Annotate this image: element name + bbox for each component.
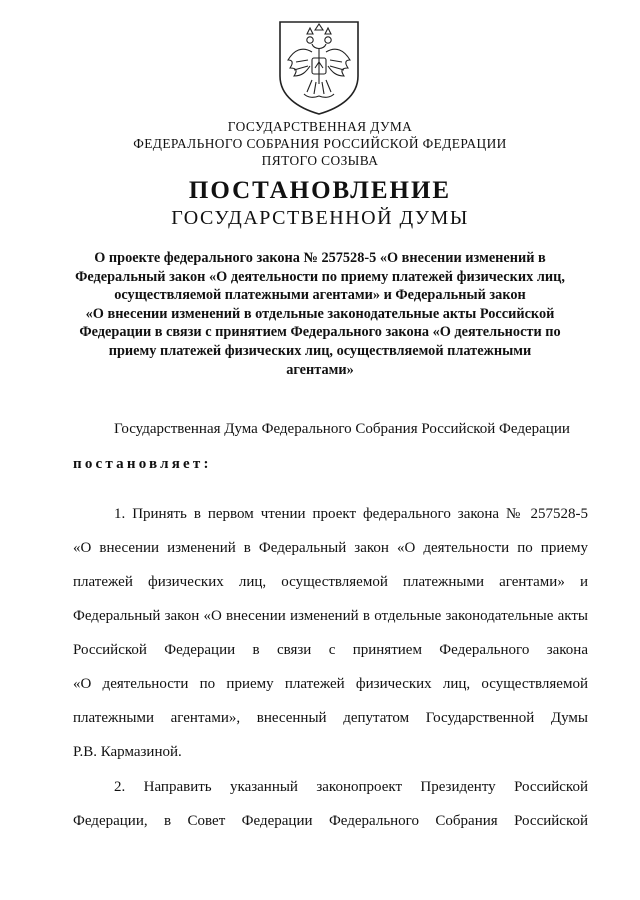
subject-line: О проекте федерального закона № 257528-5 «О внесении изменений в bbox=[94, 250, 546, 266]
subject-line: Федерации в связи с принятием Федерального закона «О деятельности по bbox=[79, 324, 561, 341]
header-line-1: ГОСУДАРСТВЕННАЯ ДУМА bbox=[227, 119, 413, 134]
item-1-line: Российской Федерации в связи с принятием Федерального закона bbox=[73, 642, 588, 658]
document-title: ПОСТАНОВЛЕНИЕ bbox=[188, 177, 452, 204]
document-subtitle: ГОСУДАРСТВЕННОЙ ДУМЫ bbox=[171, 207, 469, 229]
preamble-line: Государственная Дума Федерального Собрания Российской Федерации bbox=[114, 421, 570, 437]
subject-line: осуществляемой платежными агентами» и Федеральный закон bbox=[114, 287, 526, 304]
issuer-header bbox=[0, 118, 640, 169]
item-2-line: 2. Направить указанный законопроект Президенту Российской bbox=[114, 779, 588, 795]
item-2-line: Федерации, в Совет Федерации Федерального Собрания Российской bbox=[73, 813, 588, 829]
subject-line: Федеральный закон «О деятельности по приему платежей физических лиц, bbox=[75, 268, 565, 285]
item-1-line: Р.В. Кармазиной. bbox=[73, 744, 182, 760]
document-subject bbox=[60, 249, 580, 379]
header-line-2: ФЕДЕРАЛЬНОГО СОБРАНИЯ РОССИЙСКОЙ ФЕДЕРАЦИИ bbox=[133, 136, 507, 151]
item-1-line: 1. Принять в первом чтении проект федерального закона № 257528-5 bbox=[114, 506, 588, 522]
item-1-line: платежей физических лиц, осуществляемой платежными агентами» и bbox=[73, 574, 588, 590]
decree-verb: постановляет: bbox=[73, 456, 212, 472]
russian-coat-of-arms-icon bbox=[274, 20, 364, 116]
item-1-line: «О деятельности по приему платежей физических лиц, осуществляемой bbox=[73, 676, 588, 692]
item-1-line: платежными агентами», внесенный депутатом Государственной Думы bbox=[73, 710, 588, 726]
item-1-line: Федеральный закон «О внесении изменений в отдельные законодательные акты bbox=[73, 608, 588, 624]
item-1-line: «О внесении изменений в Федеральный закон «О деятельности по приему bbox=[73, 540, 588, 556]
subject-line: «О внесении изменений в отдельные законодательные акты Российской bbox=[85, 305, 555, 322]
subject-line: агентами» bbox=[286, 361, 354, 378]
header-line-3: ПЯТОГО СОЗЫВА bbox=[261, 153, 379, 168]
subject-line: приему платежей физических лиц, осуществляемой платежными bbox=[108, 342, 532, 359]
